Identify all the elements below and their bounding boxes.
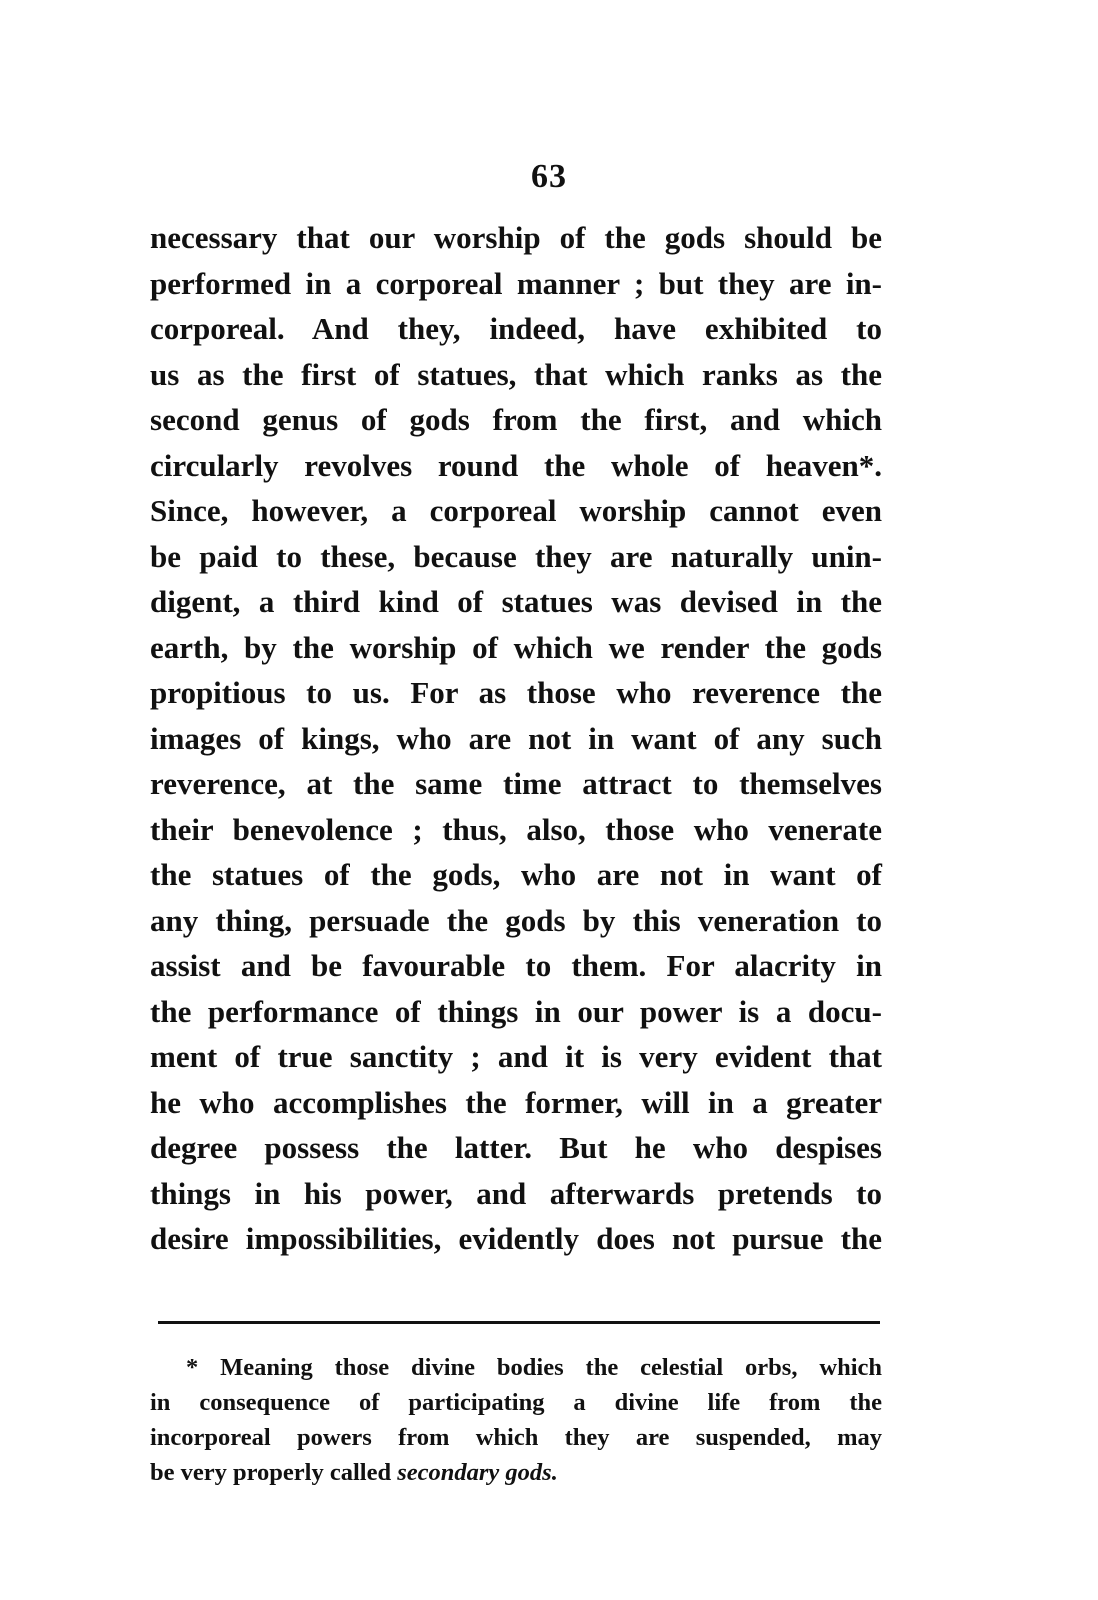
footnote-line: in consequence of participating a divine life from the: [150, 1389, 882, 1416]
body-line: reverence, at the same time attract to themselves: [150, 766, 882, 801]
footnote-line: * Meaning those divine bodies the celestial orbs, which: [186, 1354, 882, 1381]
body-line: desire impossibilities, evidently does not pursue the: [150, 1221, 882, 1256]
body-line: things in his power, and afterwards pretends to: [150, 1175, 882, 1211]
body-line: performed in a corporeal manner ; but they are in-: [150, 265, 882, 301]
page-number: 63: [531, 158, 567, 195]
footnote-line: incorporeal powers from which they are suspended, may: [150, 1424, 882, 1451]
body-text: [150, 215, 882, 1262]
body-line: assist and be favourable to them. For alacrity in: [150, 948, 882, 983]
body-line: Since, however, a corporeal worship cannot even: [150, 493, 882, 528]
body-line: earth, by the worship of which we render the gods: [150, 629, 882, 665]
footnote-last-line-text: be very properly called: [150, 1459, 398, 1486]
body-line: any thing, persuade the gods by this veneration to: [150, 902, 882, 938]
body-line: corporeal. And they, indeed, have exhibited to: [150, 311, 882, 346]
body-line: their benevolence ; thus, also, those who venerate: [150, 811, 882, 847]
body-line: us as the first of statues, that which ranks as the: [150, 356, 882, 392]
body-line: propitious to us. For as those who reverence the: [150, 675, 882, 710]
body-line: necessary that our worship of the gods should be: [150, 220, 882, 255]
body-line: degree possess the latter. But he who despises: [150, 1130, 882, 1165]
body-line: digent, a third kind of statues was devised in the: [150, 584, 882, 619]
body-line: the performance of things in our power is a docu-: [150, 993, 882, 1029]
body-line: the statues of the gods, who are not in want of: [150, 857, 882, 892]
footnote-last-line: [150, 1455, 882, 1490]
body-line: second genus of gods from the first, and which: [150, 402, 882, 437]
body-line: he who accomplishes the former, will in a greater: [150, 1084, 882, 1120]
footnote-divider: [158, 1321, 880, 1324]
body-line: images of kings, who are not in want of any such: [150, 720, 882, 756]
body-line: circularly revolves round the whole of heaven*.: [150, 447, 882, 483]
footnote: [150, 1350, 882, 1490]
body-line: be paid to these, because they are naturally unin-: [150, 538, 882, 574]
footnote-emphasis: secondary gods.: [397, 1459, 558, 1486]
body-line: ment of true sanctity ; and it is very evident that: [150, 1039, 882, 1074]
